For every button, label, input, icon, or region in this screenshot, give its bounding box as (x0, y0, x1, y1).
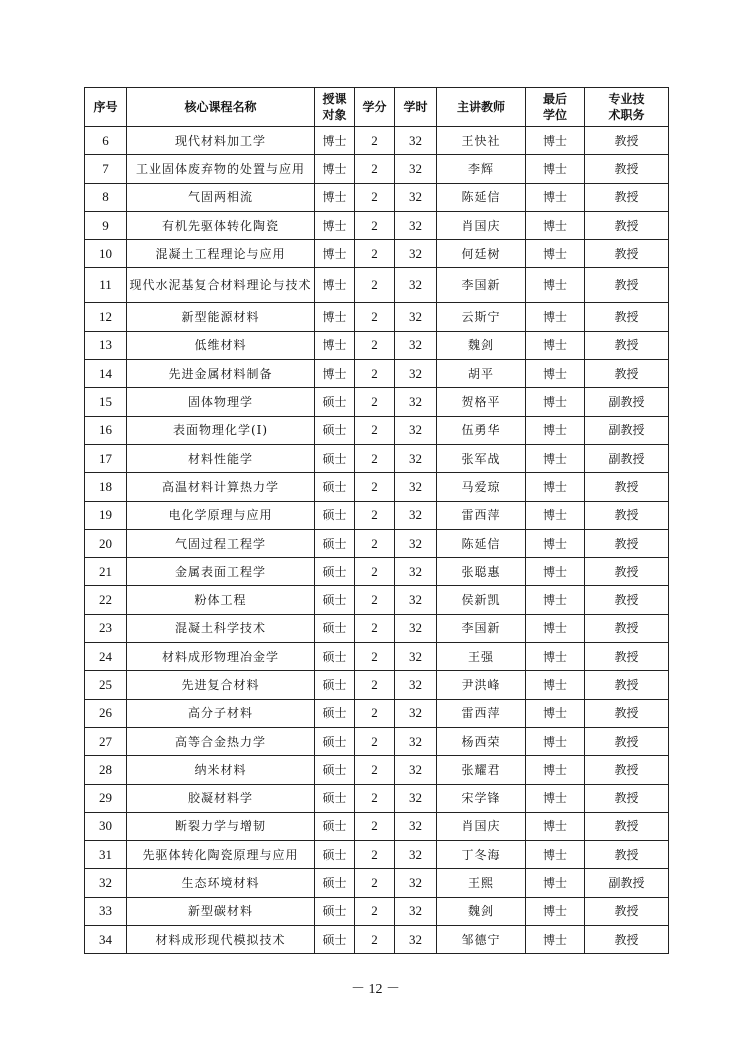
header-hours: 学时 (395, 88, 437, 127)
cell-hours: 32 (395, 529, 437, 557)
table-row (85, 869, 669, 897)
cell-index: 15 (85, 388, 127, 416)
cell-title: 教授 (585, 812, 669, 840)
cell-teacher: 马爱琼 (437, 473, 526, 501)
cell-index: 17 (85, 444, 127, 472)
cell-title: 教授 (585, 643, 669, 671)
cell-teacher: 雷西萍 (437, 699, 526, 727)
cell-credit: 2 (355, 926, 395, 954)
cell-hours: 32 (395, 444, 437, 472)
cell-teacher: 肖国庆 (437, 211, 526, 239)
cell-hours: 32 (395, 211, 437, 239)
cell-credit: 2 (355, 501, 395, 529)
cell-degree: 博士 (526, 699, 585, 727)
cell-hours: 32 (395, 586, 437, 614)
cell-title: 教授 (585, 727, 669, 755)
cell-target: 硕士 (315, 586, 355, 614)
cell-degree: 博士 (526, 501, 585, 529)
table-row (85, 699, 669, 727)
cell-index: 25 (85, 671, 127, 699)
cell-hours: 32 (395, 388, 437, 416)
cell-target: 硕士 (315, 784, 355, 812)
cell-degree: 博士 (526, 529, 585, 557)
cell-hours: 32 (395, 416, 437, 444)
cell-target: 硕士 (315, 727, 355, 755)
cell-credit: 2 (355, 784, 395, 812)
cell-credit: 2 (355, 268, 395, 303)
cell-hours: 32 (395, 155, 437, 183)
cell-credit: 2 (355, 444, 395, 472)
cell-target: 硕士 (315, 841, 355, 869)
cell-course-name: 纳米材料 (127, 756, 315, 784)
cell-target: 硕士 (315, 812, 355, 840)
cell-title: 教授 (585, 926, 669, 954)
cell-target: 博士 (315, 268, 355, 303)
cell-teacher: 李辉 (437, 155, 526, 183)
cell-index: 29 (85, 784, 127, 812)
cell-hours: 32 (395, 268, 437, 303)
cell-title: 教授 (585, 211, 669, 239)
cell-target: 博士 (315, 127, 355, 155)
cell-hours: 32 (395, 926, 437, 954)
cell-degree: 博士 (526, 586, 585, 614)
cell-title: 副教授 (585, 388, 669, 416)
cell-degree: 博士 (526, 240, 585, 268)
cell-course-name: 材料性能学 (127, 444, 315, 472)
cell-hours: 32 (395, 869, 437, 897)
cell-course-name: 混凝土科学技术 (127, 614, 315, 642)
cell-hours: 32 (395, 727, 437, 755)
table-row (85, 841, 669, 869)
cell-target: 博士 (315, 331, 355, 359)
table-row (85, 727, 669, 755)
cell-title: 教授 (585, 155, 669, 183)
cell-index: 28 (85, 756, 127, 784)
cell-course-name: 粉体工程 (127, 586, 315, 614)
cell-degree: 博士 (526, 812, 585, 840)
cell-title: 教授 (585, 473, 669, 501)
cell-target: 硕士 (315, 473, 355, 501)
cell-title: 教授 (585, 586, 669, 614)
cell-title: 教授 (585, 614, 669, 642)
cell-teacher: 邹德宁 (437, 926, 526, 954)
cell-index: 18 (85, 473, 127, 501)
header-course-name: 核心课程名称 (127, 88, 315, 127)
cell-course-name: 固体物理学 (127, 388, 315, 416)
cell-target: 硕士 (315, 558, 355, 586)
cell-credit: 2 (355, 416, 395, 444)
cell-course-name: 先进金属材料制备 (127, 360, 315, 388)
cell-target: 博士 (315, 303, 355, 331)
cell-title: 教授 (585, 240, 669, 268)
cell-credit: 2 (355, 897, 395, 925)
cell-teacher: 张军战 (437, 444, 526, 472)
table-row (85, 643, 669, 671)
cell-degree: 博士 (526, 331, 585, 359)
cell-target: 硕士 (315, 529, 355, 557)
header-degree: 最后 学位 (526, 88, 585, 127)
cell-title: 教授 (585, 897, 669, 925)
cell-index: 21 (85, 558, 127, 586)
cell-teacher: 侯新凯 (437, 586, 526, 614)
table-row (85, 127, 669, 155)
cell-title: 教授 (585, 501, 669, 529)
cell-teacher: 肖国庆 (437, 812, 526, 840)
cell-course-name: 先进复合材料 (127, 671, 315, 699)
cell-teacher: 陈延信 (437, 529, 526, 557)
table-row (85, 473, 669, 501)
cell-target: 博士 (315, 360, 355, 388)
table-row (85, 268, 669, 303)
cell-title: 教授 (585, 183, 669, 211)
header-credit: 学分 (355, 88, 395, 127)
cell-course-name: 生态环境材料 (127, 869, 315, 897)
cell-course-name: 工业固体废弃物的处置与应用 (127, 155, 315, 183)
cell-teacher: 伍勇华 (437, 416, 526, 444)
cell-index: 16 (85, 416, 127, 444)
cell-target: 硕士 (315, 926, 355, 954)
cell-teacher: 张耀君 (437, 756, 526, 784)
table-row (85, 444, 669, 472)
cell-teacher: 张聪惠 (437, 558, 526, 586)
cell-hours: 32 (395, 331, 437, 359)
cell-course-name: 混凝土工程理论与应用 (127, 240, 315, 268)
header-index: 序号 (85, 88, 127, 127)
cell-target: 硕士 (315, 756, 355, 784)
cell-index: 11 (85, 268, 127, 303)
cell-title: 教授 (585, 127, 669, 155)
cell-title: 教授 (585, 671, 669, 699)
cell-credit: 2 (355, 699, 395, 727)
table-row (85, 614, 669, 642)
table-row (85, 155, 669, 183)
cell-degree: 博士 (526, 183, 585, 211)
cell-hours: 32 (395, 897, 437, 925)
cell-degree: 博士 (526, 727, 585, 755)
cell-title: 教授 (585, 841, 669, 869)
cell-hours: 32 (395, 699, 437, 727)
cell-title: 教授 (585, 784, 669, 812)
cell-title: 副教授 (585, 869, 669, 897)
cell-degree: 博士 (526, 268, 585, 303)
cell-degree: 博士 (526, 473, 585, 501)
cell-course-name: 高等合金热力学 (127, 727, 315, 755)
cell-course-name: 有机先驱体转化陶瓷 (127, 211, 315, 239)
cell-target: 博士 (315, 155, 355, 183)
cell-hours: 32 (395, 841, 437, 869)
cell-index: 22 (85, 586, 127, 614)
cell-teacher: 尹洪峰 (437, 671, 526, 699)
cell-degree: 博士 (526, 360, 585, 388)
cell-credit: 2 (355, 756, 395, 784)
cell-degree: 博士 (526, 211, 585, 239)
cell-hours: 32 (395, 127, 437, 155)
table-row (85, 303, 669, 331)
cell-credit: 2 (355, 331, 395, 359)
cell-course-name: 先驱体转化陶瓷原理与应用 (127, 841, 315, 869)
cell-teacher: 丁冬海 (437, 841, 526, 869)
cell-hours: 32 (395, 784, 437, 812)
cell-teacher: 贺格平 (437, 388, 526, 416)
cell-target: 硕士 (315, 897, 355, 925)
cell-target: 硕士 (315, 699, 355, 727)
cell-index: 8 (85, 183, 127, 211)
cell-course-name: 高温材料计算热力学 (127, 473, 315, 501)
cell-index: 7 (85, 155, 127, 183)
cell-hours: 32 (395, 501, 437, 529)
cell-credit: 2 (355, 240, 395, 268)
cell-course-name: 电化学原理与应用 (127, 501, 315, 529)
cell-degree: 博士 (526, 784, 585, 812)
cell-index: 34 (85, 926, 127, 954)
cell-credit: 2 (355, 812, 395, 840)
cell-course-name: 现代水泥基复合材料理论与技术 (127, 268, 315, 303)
table-row (85, 671, 669, 699)
table-row (85, 211, 669, 239)
cell-credit: 2 (355, 388, 395, 416)
cell-course-name: 气固两相流 (127, 183, 315, 211)
cell-teacher: 李国新 (437, 268, 526, 303)
header-target: 授课 对象 (315, 88, 355, 127)
cell-teacher: 王熙 (437, 869, 526, 897)
table-row (85, 812, 669, 840)
cell-credit: 2 (355, 869, 395, 897)
cell-target: 硕士 (315, 869, 355, 897)
cell-target: 博士 (315, 183, 355, 211)
table-row (85, 784, 669, 812)
cell-teacher: 李国新 (437, 614, 526, 642)
cell-hours: 32 (395, 473, 437, 501)
table-row (85, 558, 669, 586)
cell-index: 33 (85, 897, 127, 925)
cell-target: 硕士 (315, 416, 355, 444)
cell-teacher: 雷西萍 (437, 501, 526, 529)
cell-degree: 博士 (526, 416, 585, 444)
cell-course-name: 低维材料 (127, 331, 315, 359)
cell-course-name: 断裂力学与增韧 (127, 812, 315, 840)
cell-index: 13 (85, 331, 127, 359)
table-row (85, 756, 669, 784)
cell-credit: 2 (355, 211, 395, 239)
cell-hours: 32 (395, 643, 437, 671)
table-row (85, 360, 669, 388)
cell-degree: 博士 (526, 444, 585, 472)
table-row (85, 529, 669, 557)
core-course-table (84, 87, 669, 954)
cell-index: 19 (85, 501, 127, 529)
cell-teacher: 何廷树 (437, 240, 526, 268)
cell-hours: 32 (395, 812, 437, 840)
cell-hours: 32 (395, 183, 437, 211)
table-row (85, 586, 669, 614)
cell-teacher: 云斯宁 (437, 303, 526, 331)
cell-target: 硕士 (315, 643, 355, 671)
cell-credit: 2 (355, 127, 395, 155)
cell-credit: 2 (355, 183, 395, 211)
cell-teacher: 魏剑 (437, 897, 526, 925)
cell-degree: 博士 (526, 869, 585, 897)
cell-target: 博士 (315, 240, 355, 268)
cell-teacher: 胡平 (437, 360, 526, 388)
cell-index: 32 (85, 869, 127, 897)
cell-course-name: 材料成形现代模拟技术 (127, 926, 315, 954)
cell-index: 23 (85, 614, 127, 642)
table-row (85, 416, 669, 444)
cell-title: 副教授 (585, 416, 669, 444)
cell-index: 30 (85, 812, 127, 840)
cell-credit: 2 (355, 529, 395, 557)
cell-target: 硕士 (315, 388, 355, 416)
cell-index: 26 (85, 699, 127, 727)
cell-degree: 博士 (526, 897, 585, 925)
cell-title: 教授 (585, 756, 669, 784)
table-row (85, 388, 669, 416)
cell-degree: 博士 (526, 388, 585, 416)
cell-title: 教授 (585, 360, 669, 388)
cell-target: 硕士 (315, 614, 355, 642)
cell-degree: 博士 (526, 643, 585, 671)
cell-index: 6 (85, 127, 127, 155)
cell-hours: 32 (395, 671, 437, 699)
cell-credit: 2 (355, 727, 395, 755)
cell-teacher: 王快社 (437, 127, 526, 155)
cell-course-name: 新型碳材料 (127, 897, 315, 925)
table-header-row (85, 88, 669, 127)
cell-title: 副教授 (585, 444, 669, 472)
cell-degree: 博士 (526, 841, 585, 869)
cell-teacher: 王强 (437, 643, 526, 671)
cell-hours: 32 (395, 303, 437, 331)
cell-credit: 2 (355, 586, 395, 614)
cell-course-name: 胶凝材料学 (127, 784, 315, 812)
cell-target: 硕士 (315, 444, 355, 472)
cell-hours: 32 (395, 614, 437, 642)
cell-course-name: 表面物理化学(I) (127, 416, 315, 444)
cell-target: 硕士 (315, 501, 355, 529)
cell-credit: 2 (355, 360, 395, 388)
table-row (85, 501, 669, 529)
cell-degree: 博士 (526, 303, 585, 331)
cell-index: 20 (85, 529, 127, 557)
cell-credit: 2 (355, 155, 395, 183)
cell-credit: 2 (355, 558, 395, 586)
cell-credit: 2 (355, 473, 395, 501)
cell-degree: 博士 (526, 926, 585, 954)
cell-credit: 2 (355, 643, 395, 671)
cell-hours: 32 (395, 240, 437, 268)
cell-target: 硕士 (315, 671, 355, 699)
cell-title: 教授 (585, 558, 669, 586)
cell-course-name: 材料成形物理冶金学 (127, 643, 315, 671)
cell-course-name: 金属表面工程学 (127, 558, 315, 586)
cell-degree: 博士 (526, 671, 585, 699)
cell-index: 12 (85, 303, 127, 331)
table-row (85, 331, 669, 359)
cell-title: 教授 (585, 331, 669, 359)
cell-hours: 32 (395, 558, 437, 586)
table-row (85, 183, 669, 211)
cell-teacher: 陈延信 (437, 183, 526, 211)
page-number: － 12 － (351, 982, 400, 997)
cell-target: 博士 (315, 211, 355, 239)
table-row (85, 926, 669, 954)
cell-credit: 2 (355, 671, 395, 699)
cell-degree: 博士 (526, 756, 585, 784)
table-body (85, 127, 669, 954)
cell-credit: 2 (355, 303, 395, 331)
cell-course-name: 现代材料加工学 (127, 127, 315, 155)
cell-course-name: 新型能源材料 (127, 303, 315, 331)
cell-degree: 博士 (526, 155, 585, 183)
cell-degree: 博士 (526, 558, 585, 586)
cell-index: 14 (85, 360, 127, 388)
table-row (85, 897, 669, 925)
cell-course-name: 气固过程工程学 (127, 529, 315, 557)
table-row (85, 240, 669, 268)
cell-hours: 32 (395, 360, 437, 388)
header-teacher: 主讲教师 (437, 88, 526, 127)
cell-teacher: 宋学锋 (437, 784, 526, 812)
cell-title: 教授 (585, 268, 669, 303)
cell-credit: 2 (355, 614, 395, 642)
cell-degree: 博士 (526, 614, 585, 642)
cell-course-name: 高分子材料 (127, 699, 315, 727)
cell-credit: 2 (355, 841, 395, 869)
cell-title: 教授 (585, 529, 669, 557)
cell-index: 31 (85, 841, 127, 869)
header-title: 专业技 术职务 (585, 88, 669, 127)
cell-title: 教授 (585, 699, 669, 727)
cell-index: 9 (85, 211, 127, 239)
cell-index: 10 (85, 240, 127, 268)
cell-index: 24 (85, 643, 127, 671)
cell-teacher: 魏剑 (437, 331, 526, 359)
cell-teacher: 杨西荣 (437, 727, 526, 755)
cell-hours: 32 (395, 756, 437, 784)
cell-degree: 博士 (526, 127, 585, 155)
cell-title: 教授 (585, 303, 669, 331)
cell-index: 27 (85, 727, 127, 755)
